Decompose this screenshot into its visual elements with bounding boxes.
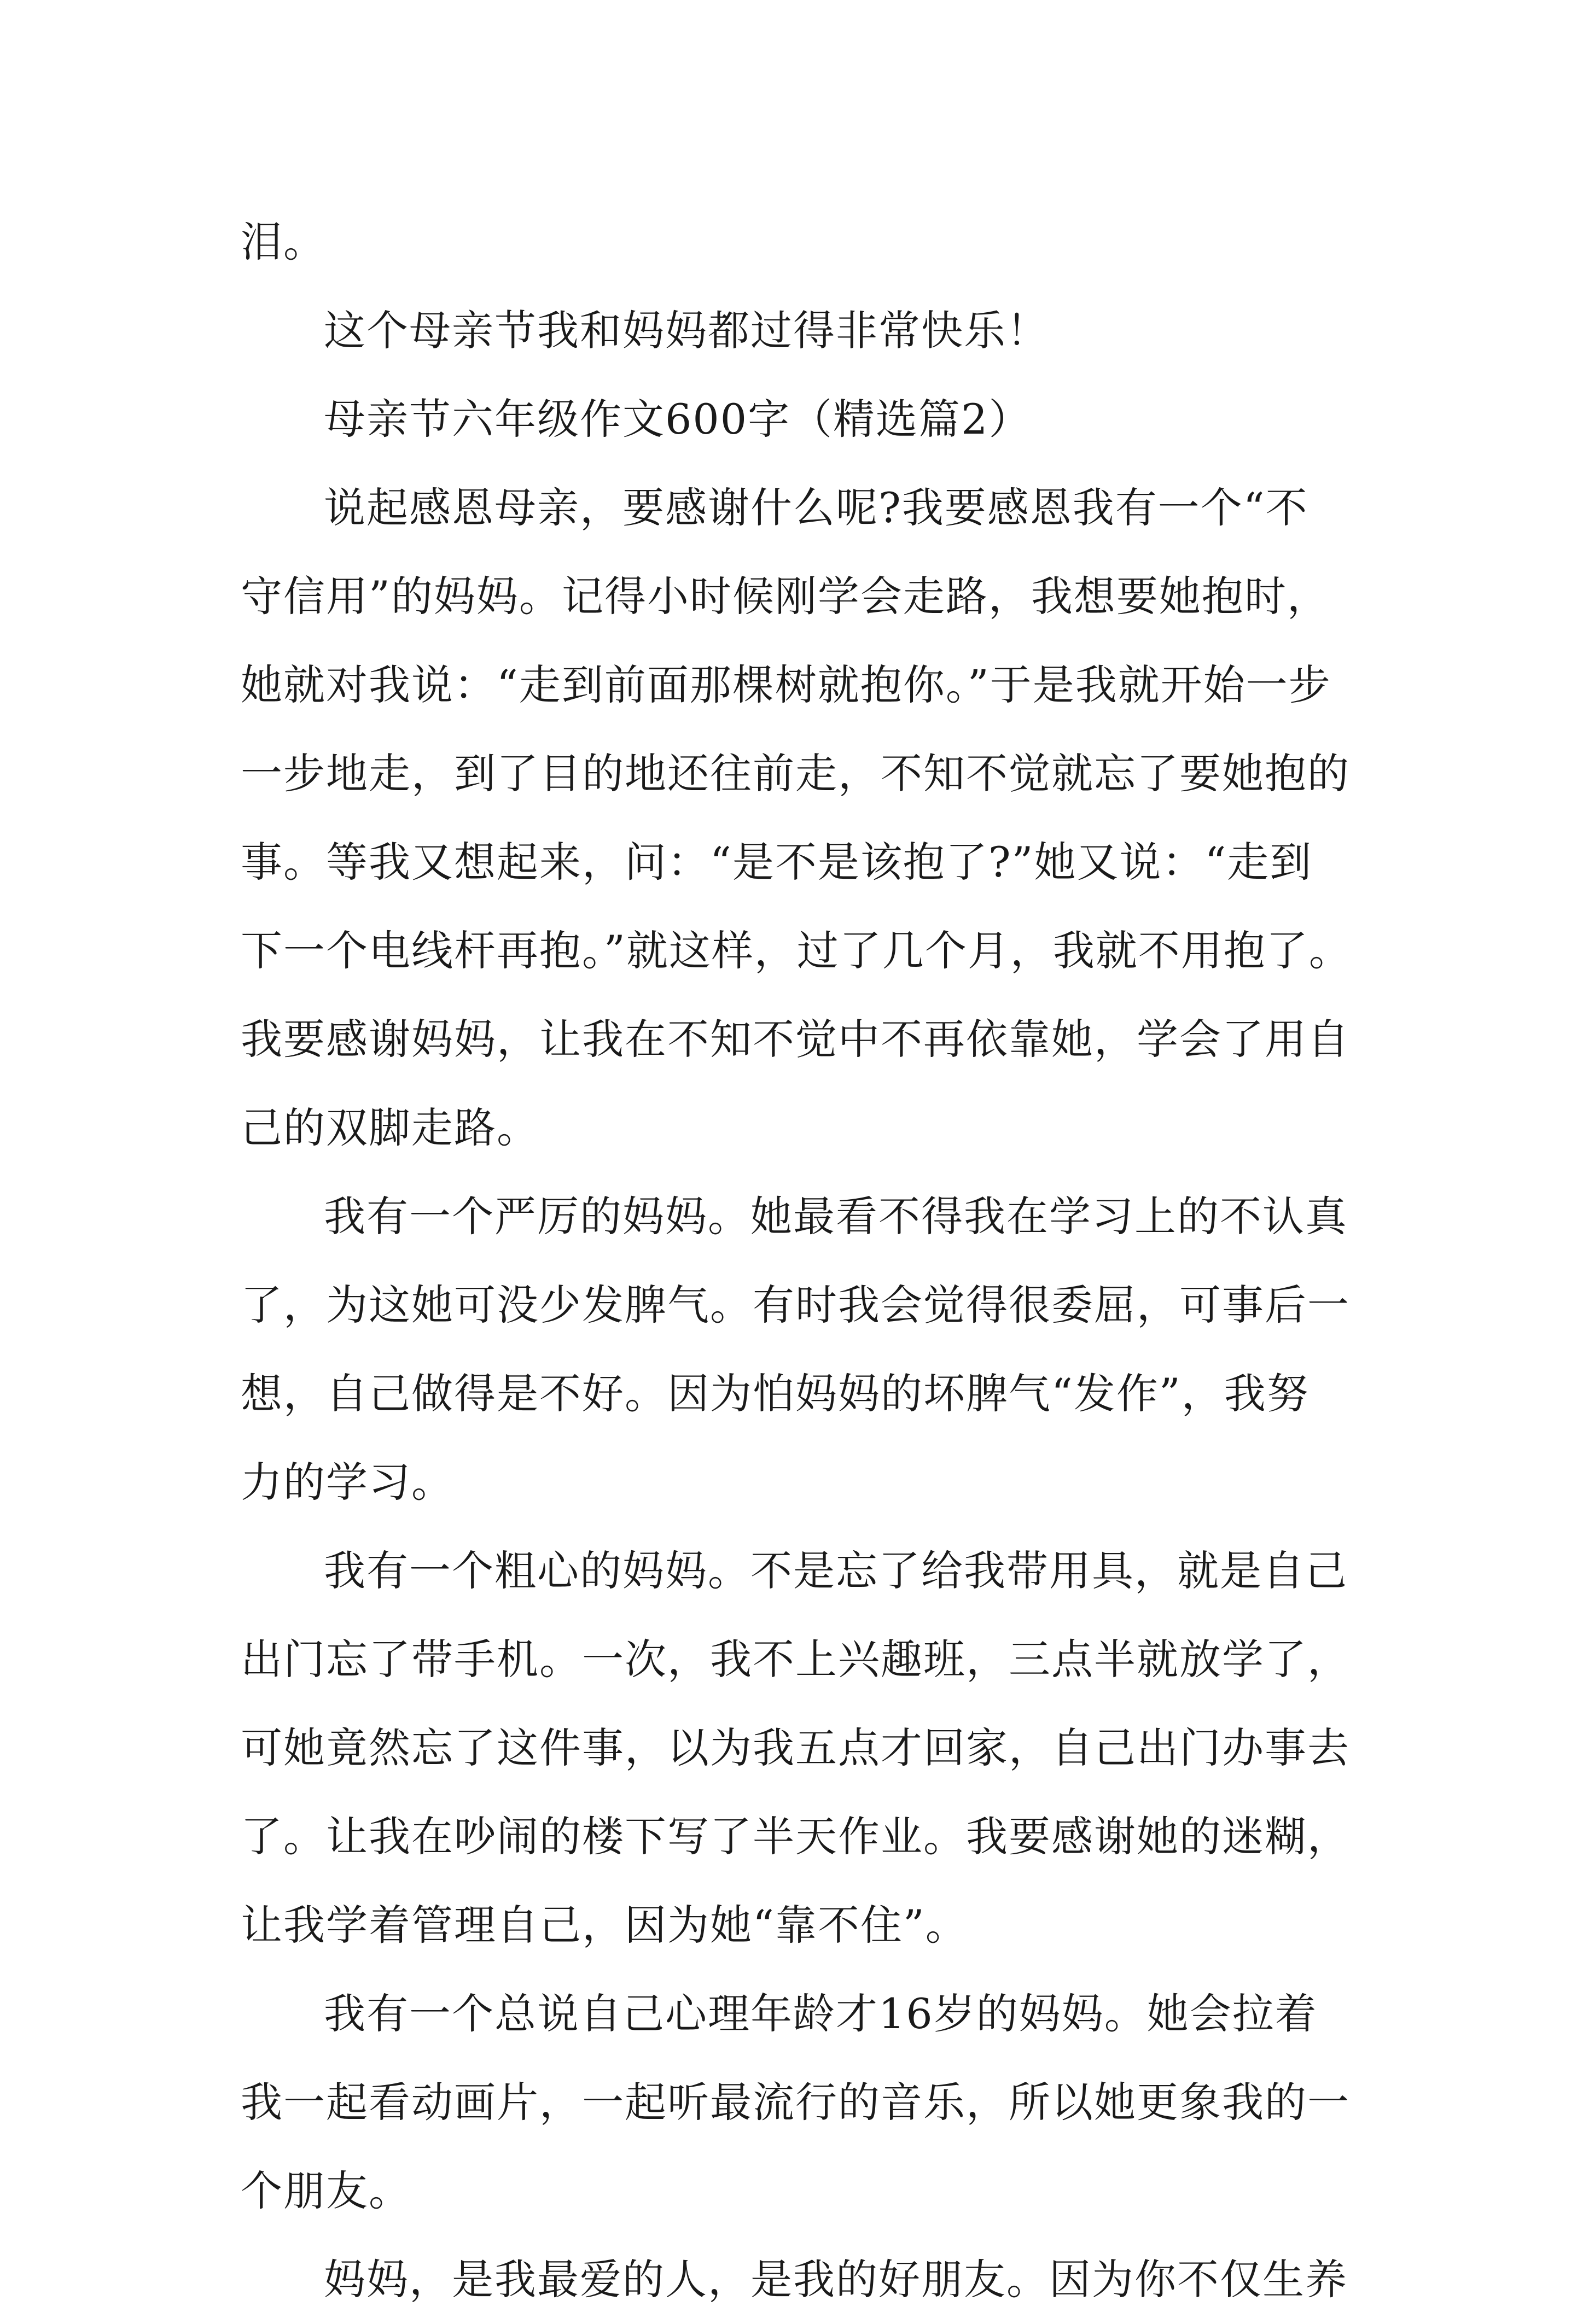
text-line: 她就对我说：“走到前面那棵树就抱你。”于是我就开始一步 — [241, 661, 1331, 709]
text-line: 力的学习。 — [241, 1458, 454, 1506]
text-line: 泪。 — [241, 218, 326, 266]
text-line: 下一个电线杆再抱。”就这样，过了几个月，我就不用抱了。 — [241, 926, 1352, 975]
text-line: 我有一个粗心的妈妈。不是忘了给我带用具，就是自己 — [324, 1546, 1348, 1595]
text-line: 我有一个严厉的妈妈。她最看不得我在学习上的不认真 — [324, 1192, 1348, 1241]
text-line: 我有一个总说自己心理年龄才16岁的妈妈。她会拉着 — [324, 1989, 1318, 2038]
text-line: 妈妈，是我最爱的人，是我的好朋友。因为你不仅生养 — [324, 2255, 1348, 2304]
text-line: 己的双脚走路。 — [241, 1103, 539, 1152]
text-line: 守信用”的妈妈。记得小时候刚学会走路，我想要她抱时， — [241, 572, 1330, 621]
text-line: 这个母亲节我和妈妈都过得非常快乐！ — [324, 306, 1049, 355]
text-line: 事。等我又想起来，问：“是不是该抱了?”她又说：“走到 — [241, 838, 1313, 886]
text-line: 可她竟然忘了这件事，以为我五点才回家，自己出门办事去 — [241, 1724, 1350, 1772]
text-line: 个朋友。 — [241, 2167, 411, 2215]
text-line: 让我学着管理自己，因为她“靠不住”。 — [241, 1901, 968, 1949]
text-line: 一步地走，到了目的地还往前走，不知不觉就忘了要她抱的 — [241, 749, 1350, 798]
text-line: 我一起看动画片，一起听最流行的音乐，所以她更象我的一 — [241, 2078, 1350, 2127]
text-line: 了，为这她可没少发脾气。有时我会觉得很委屈，可事后一 — [241, 1281, 1350, 1329]
text-line: 了。让我在吵闹的楼下写了半天作业。我要感谢她的迷糊， — [241, 1812, 1350, 1861]
section-heading: 母亲节六年级作文600字（精选篇2） — [324, 395, 1032, 443]
text-line: 说起感恩母亲，要感谢什么呢?我要感恩我有一个“不 — [324, 483, 1308, 532]
text-line: 想，自己做得是不好。因为怕妈妈的坏脾气“发作”，我努 — [241, 1369, 1310, 1418]
text-line: 我要感谢妈妈，让我在不知不觉中不再依靠她，学会了用自 — [241, 1015, 1350, 1064]
document-body — [241, 198, 1351, 2324]
text-line: 出门忘了带手机。一次，我不上兴趣班，三点半就放学了， — [241, 1635, 1350, 1684]
